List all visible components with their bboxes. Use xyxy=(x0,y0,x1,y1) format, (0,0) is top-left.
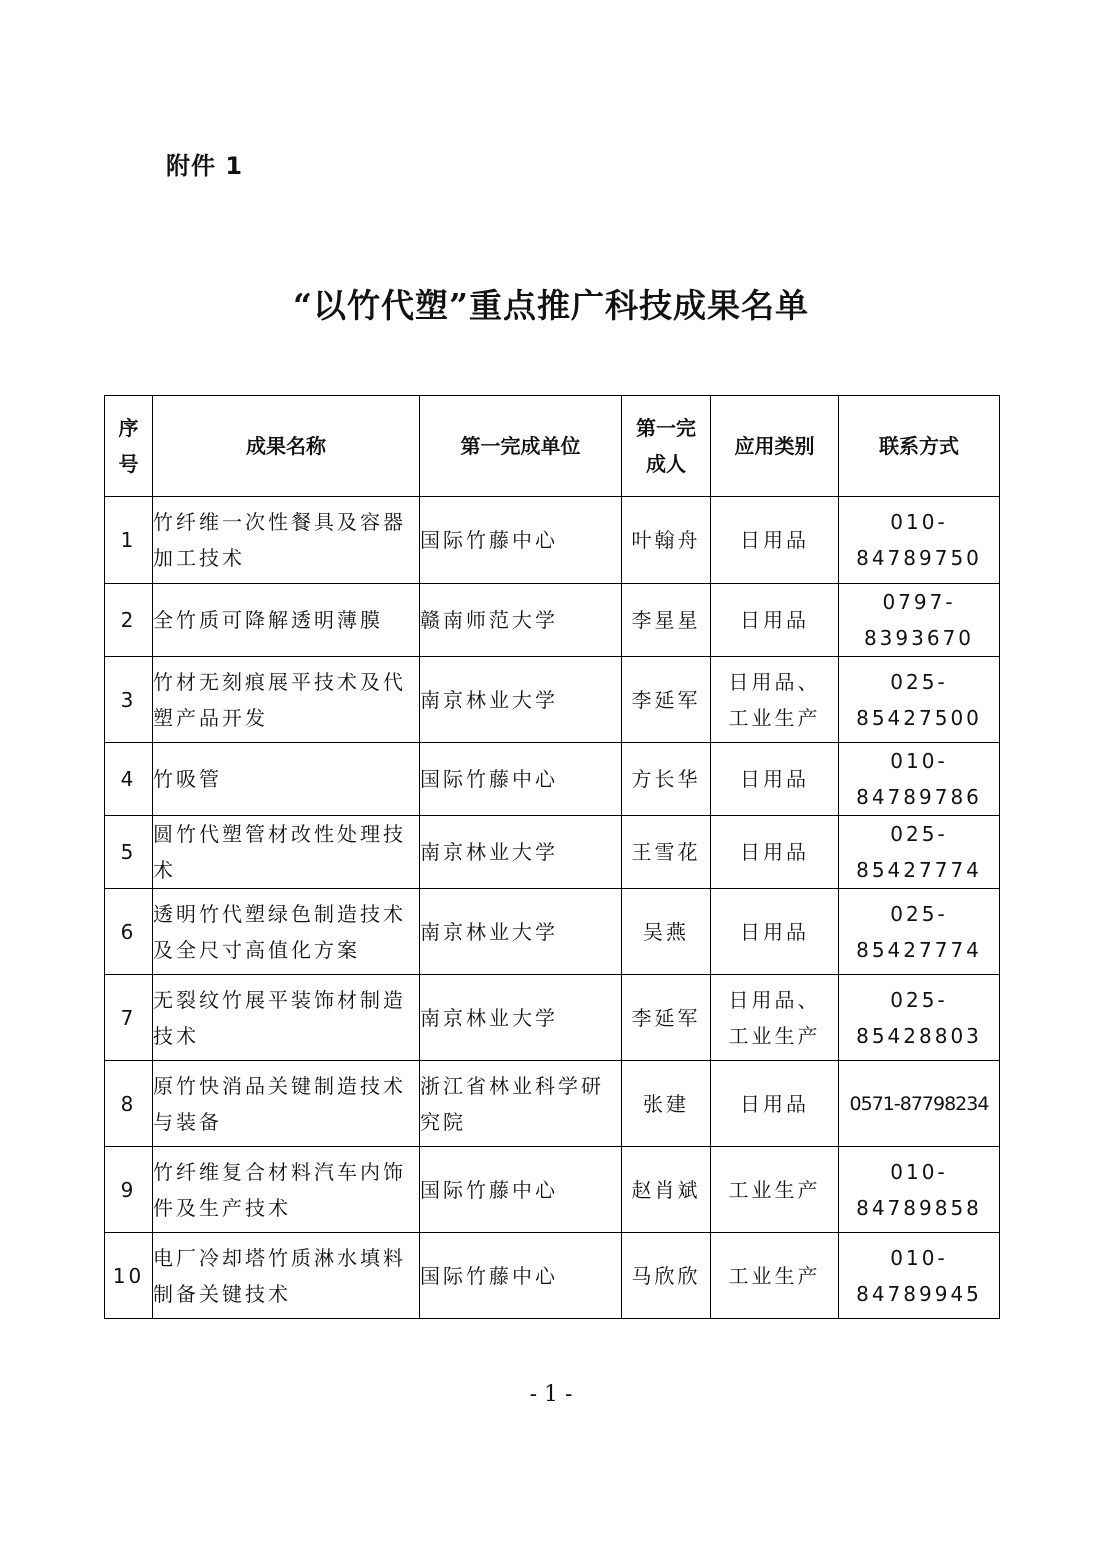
cell-unit: 赣南师范大学 xyxy=(420,584,622,657)
document-title: “以竹代塑”重点推广科技成果名单 xyxy=(293,286,809,325)
cell-person: 李星星 xyxy=(622,584,711,657)
cell-person: 叶翰舟 xyxy=(622,497,711,584)
cell-person: 吴燕 xyxy=(622,889,711,975)
cell-seq: 2 xyxy=(105,584,153,657)
table-row xyxy=(105,657,1000,743)
cell-category: 日用品、工业生产 xyxy=(711,975,839,1061)
cell-person: 赵肖斌 xyxy=(622,1147,711,1233)
cell-person: 马欣欣 xyxy=(622,1233,711,1319)
cell-person: 方长华 xyxy=(622,743,711,816)
cell-seq: 7 xyxy=(105,975,153,1061)
cell-person: 张建 xyxy=(622,1061,711,1147)
cell-person: 李延军 xyxy=(622,975,711,1061)
cell-person: 李延军 xyxy=(622,657,711,743)
cell-seq: 6 xyxy=(105,889,153,975)
cell-name: 原竹快消品关键制造技术与装备 xyxy=(153,1061,420,1147)
attachment-label: 附件 1 xyxy=(166,152,244,180)
cell-unit: 南京林业大学 xyxy=(420,816,622,889)
cell-contact: 025-85427774 xyxy=(839,816,1000,889)
table-row xyxy=(105,497,1000,584)
cell-person: 王雪花 xyxy=(622,816,711,889)
cell-contact: 010-84789786 xyxy=(839,743,1000,816)
cell-name: 竹吸管 xyxy=(153,743,420,816)
header-seq: 序号 xyxy=(105,396,153,497)
table-row xyxy=(105,889,1000,975)
cell-contact: 025-85427774 xyxy=(839,889,1000,975)
cell-seq: 9 xyxy=(105,1147,153,1233)
table-row xyxy=(105,1147,1000,1233)
header-person: 第一完成人 xyxy=(622,396,711,497)
cell-unit: 国际竹藤中心 xyxy=(420,1147,622,1233)
results-table xyxy=(104,395,1000,1319)
cell-category: 日用品 xyxy=(711,816,839,889)
cell-category: 日用品、工业生产 xyxy=(711,657,839,743)
page-number: - 1 - xyxy=(529,1382,573,1407)
cell-category: 日用品 xyxy=(711,889,839,975)
cell-contact: 010-84789945 xyxy=(839,1233,1000,1319)
cell-seq: 8 xyxy=(105,1061,153,1147)
table-row xyxy=(105,816,1000,889)
cell-unit: 南京林业大学 xyxy=(420,657,622,743)
cell-category: 日用品 xyxy=(711,1061,839,1147)
table-row xyxy=(105,975,1000,1061)
cell-name: 无裂纹竹展平装饰材制造技术 xyxy=(153,975,420,1061)
cell-name: 竹纤维一次性餐具及容器加工技术 xyxy=(153,497,420,584)
cell-unit: 国际竹藤中心 xyxy=(420,497,622,584)
cell-category: 工业生产 xyxy=(711,1147,839,1233)
cell-category: 工业生产 xyxy=(711,1233,839,1319)
cell-name: 圆竹代塑管材改性处理技术 xyxy=(153,816,420,889)
cell-name: 透明竹代塑绿色制造技术及全尺寸高值化方案 xyxy=(153,889,420,975)
cell-contact: 0797-8393670 xyxy=(839,584,1000,657)
cell-seq: 4 xyxy=(105,743,153,816)
table-row xyxy=(105,1061,1000,1147)
cell-name: 全竹质可降解透明薄膜 xyxy=(153,584,420,657)
cell-contact: 0571-87798234 xyxy=(839,1061,1000,1147)
table-row xyxy=(105,743,1000,816)
cell-name: 竹材无刻痕展平技术及代塑产品开发 xyxy=(153,657,420,743)
cell-unit: 国际竹藤中心 xyxy=(420,1233,622,1319)
cell-seq: 3 xyxy=(105,657,153,743)
cell-name: 电厂冷却塔竹质淋水填料制备关键技术 xyxy=(153,1233,420,1319)
cell-seq: 5 xyxy=(105,816,153,889)
cell-seq: 1 xyxy=(105,497,153,584)
cell-unit: 南京林业大学 xyxy=(420,975,622,1061)
cell-contact: 010-84789750 xyxy=(839,497,1000,584)
header-category: 应用类别 xyxy=(711,396,839,497)
header-contact: 联系方式 xyxy=(839,396,1000,497)
cell-contact: 010-84789858 xyxy=(839,1147,1000,1233)
header-unit: 第一完成单位 xyxy=(420,396,622,497)
cell-contact: 025-85428803 xyxy=(839,975,1000,1061)
table-row xyxy=(105,1233,1000,1319)
cell-unit: 浙江省林业科学研究院 xyxy=(420,1061,622,1147)
cell-seq: 10 xyxy=(105,1233,153,1319)
header-name: 成果名称 xyxy=(153,396,420,497)
cell-category: 日用品 xyxy=(711,584,839,657)
cell-unit: 南京林业大学 xyxy=(420,889,622,975)
cell-category: 日用品 xyxy=(711,497,839,584)
cell-unit: 国际竹藤中心 xyxy=(420,743,622,816)
cell-category: 日用品 xyxy=(711,743,839,816)
cell-name: 竹纤维复合材料汽车内饰件及生产技术 xyxy=(153,1147,420,1233)
table-header-row xyxy=(105,396,1000,497)
cell-contact: 025-85427500 xyxy=(839,657,1000,743)
table-row xyxy=(105,584,1000,657)
